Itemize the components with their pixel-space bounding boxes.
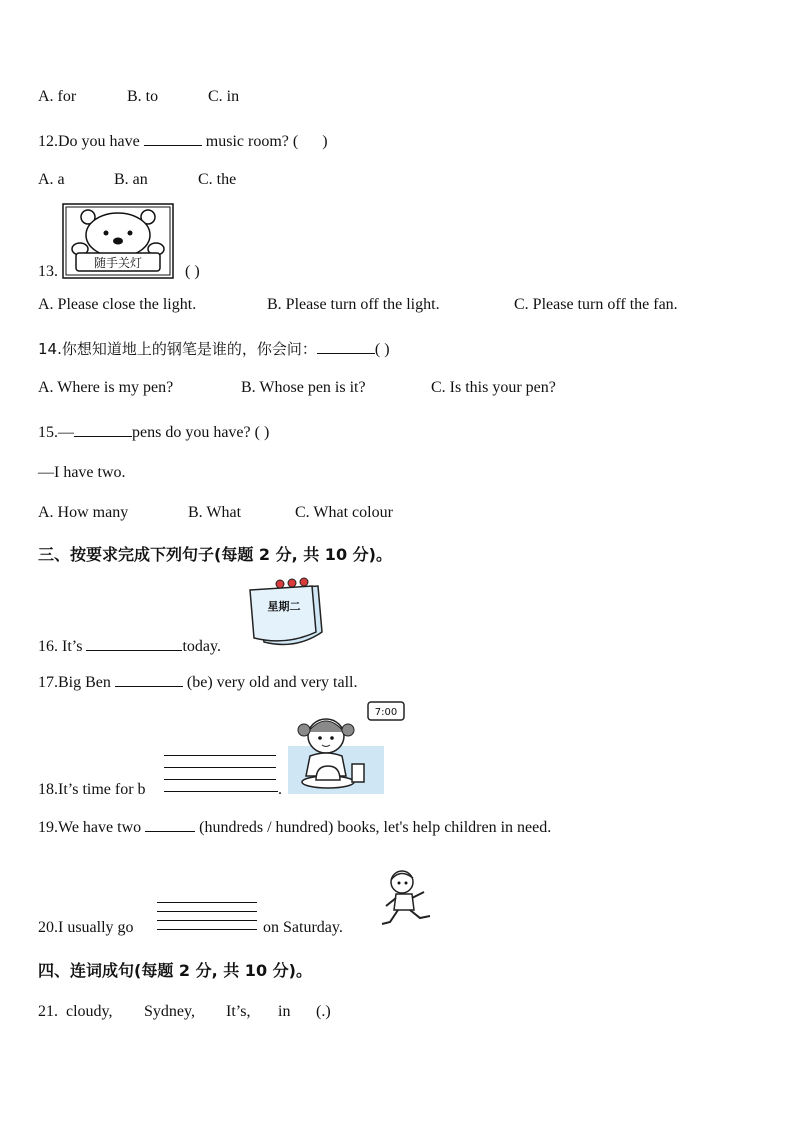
q14-option-c: C. Is this your pen? <box>431 379 556 396</box>
q19-stem <box>38 816 551 838</box>
calendar-icon <box>246 576 328 648</box>
q20-text-after: on Saturday. <box>263 919 343 936</box>
q11-option-b: B. to <box>127 88 159 105</box>
q13-option-b: B. Please turn off the light. <box>267 296 440 313</box>
q18-breakfast-image <box>288 700 408 796</box>
light-sign-illustration <box>62 203 174 279</box>
q17-text-before: 17.Big Ben <box>38 674 115 691</box>
q17-text-after: (be) very old and very tall. <box>182 674 358 691</box>
q21-word-5: (.) <box>316 1003 331 1020</box>
q16-text-before: 16. It’s <box>38 638 87 655</box>
q14-option-a: A. Where is my pen? <box>38 379 174 396</box>
q13-option-a: A. Please close the light. <box>38 296 197 313</box>
q14-paren: ( ) <box>374 341 390 358</box>
q15-answer-line: —I have two. <box>38 464 126 481</box>
q18-text-after: . <box>278 781 282 798</box>
q14-option-b: B. Whose pen is it? <box>241 379 366 396</box>
q15-option-c: C. What colour <box>295 504 393 521</box>
q14-stem <box>38 338 390 360</box>
q17-blank[interactable] <box>115 671 183 687</box>
q15-text-after: pens do you have? ( ) <box>132 424 270 441</box>
q20-four-line-blank[interactable] <box>157 902 257 934</box>
q15-blank[interactable] <box>74 421 132 437</box>
q20-text-before: 20.I usually go <box>38 919 134 936</box>
q17-stem <box>38 671 358 693</box>
q21-word-4: in <box>278 1003 291 1020</box>
running-boy-illustration <box>378 866 436 934</box>
q12-blank[interactable] <box>144 130 202 146</box>
section-4-heading: 四、连词成句(每题 2 分, 共 10 分)。 <box>38 961 312 980</box>
girl-breakfast-illustration <box>288 700 408 796</box>
q12-paren-close: ) <box>322 133 328 150</box>
q18-four-line-blank[interactable] <box>164 755 278 795</box>
q18-text-before: 18.It’s time for b <box>38 781 146 798</box>
q15-option-b: B. What <box>188 504 242 521</box>
q15-option-a: A. How many <box>38 504 129 521</box>
q12-option-b: B. an <box>114 171 148 188</box>
q12-text-before: 12.Do you have <box>38 133 144 150</box>
q15-stem <box>38 421 269 443</box>
clock-text: 7:00 <box>374 707 398 718</box>
q13-sign-image <box>62 203 174 279</box>
q15-text-before: 15.— <box>38 424 74 441</box>
q16-stem <box>38 635 221 657</box>
q13-number: 13. <box>38 263 58 280</box>
q19-text-before: 19.We have two <box>38 819 146 836</box>
q13-paren: ( ) <box>185 263 200 280</box>
q21-word-1: cloudy, <box>66 1003 113 1020</box>
q13-option-c: C. Please turn off the fan. <box>514 296 678 313</box>
q16-text-after: today. <box>182 638 221 655</box>
section-3-heading: 三、按要求完成下列句子(每题 2 分, 共 10 分)。 <box>38 545 392 564</box>
q19-blank[interactable] <box>145 816 195 832</box>
q16-blank[interactable] <box>86 635 182 651</box>
q11-option-c: C. in <box>208 88 240 105</box>
q16-calendar-image <box>246 576 328 648</box>
q14-prompt: 14.你想知道地上的钢笔是谁的，你会问： <box>38 340 317 358</box>
sign-text: 随手关灯 <box>93 256 143 270</box>
calendar-text: 星期二 <box>267 600 301 613</box>
q21-word-2: Sydney, <box>144 1003 195 1020</box>
q21-word-3: It’s, <box>226 1003 251 1020</box>
q12-option-a: A. a <box>38 171 65 188</box>
q12-stem <box>38 130 328 152</box>
q11-option-a: A. for <box>38 88 77 105</box>
q12-text-after: music room? ( <box>201 133 299 150</box>
q21-number: 21. <box>38 1003 58 1020</box>
q14-blank[interactable] <box>317 338 375 354</box>
q20-running-boy-image <box>378 866 436 934</box>
q12-option-c: C. the <box>198 171 237 188</box>
q19-text-after: (hundreds / hundred) books, let's help children in need. <box>195 819 552 836</box>
